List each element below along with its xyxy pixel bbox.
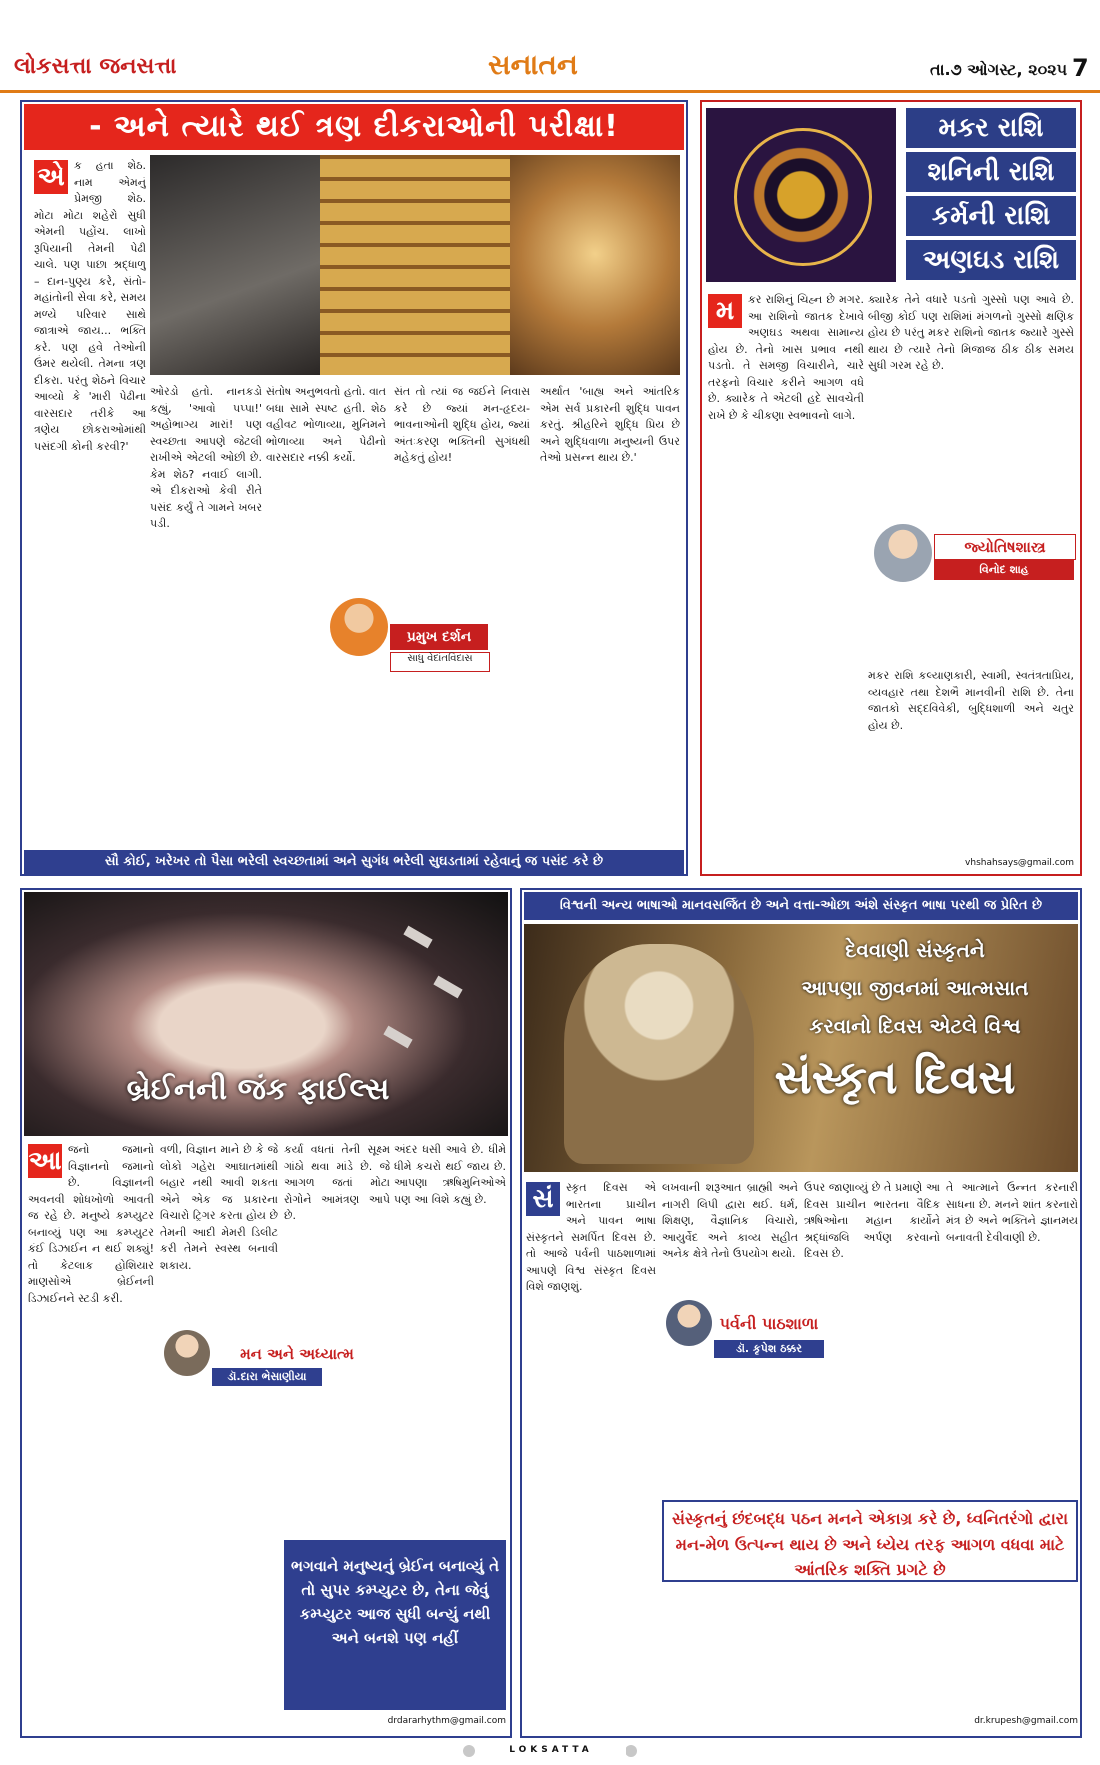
shard-icon (403, 926, 432, 949)
story1-text-2: ઓરડો હતો. નાનકડો કહ્યું, 'આવો પપ્પા!' અહોભાગ્ય મારાં! પણ સ્વચ્છતા આપણે જેટલી રાખીએ એટલી ઓછી છે. કેમ શેઠ? નવાઈ લાગી. એ દીકરાઓ કેવી રીતે પસંદ કર્યું તે ગામને ખબર પડી. (150, 385, 262, 530)
story1-photo-collage (150, 155, 680, 375)
story1-column-1 (34, 158, 146, 848)
story3-dropcap: આ (28, 1146, 62, 1176)
shard-icon (383, 1026, 412, 1049)
story2-title-line-4: અણઘડ રાશિ (906, 240, 1076, 280)
story3-text-2: વળી, વિજ્ઞાન માને છે કે જે લોકો ગહેરા આઘાતમાંથી બહાર નથી આવી શકતા એને એક જ પ્રકારના વિચારો ટ્રિગર કરતા હોય છે તેમની આદી મેમરી ડિલીટ કરી તેમને સ્વસ્થ બનાવી શકાય. (160, 1143, 278, 1272)
story4-column-3 (804, 1180, 940, 1732)
story2-text-3: મકર રાશિ કલ્યાણકારી, સ્વામી, સ્વતંત્રતાપ્રિય, વ્યવહાર તથા દેશભૈ માનવીની રાશિ છે. તેના જાતકો સદ્દવિવેકી, બુદ્ધિશાળી અને ચતુર હોય છે. (868, 669, 1074, 732)
section-title: સનાતન (488, 48, 578, 81)
story2-text-1: કર રાશિનું ચિહ્ન છે મગર. આ રાશિનો જાતક દેખાવે અણઘડ અથવા સામાન્ય હોય છે. તેનો ખાસ પ્રભાવ નથી પડતો. તે સમજી વિચારીને, ચારે તરફનો વિચાર કરીને આગળ વધે છે. ક્યારેક તે એટલી હદે સાવચેતી રાખે છે કે ચીકણા સ્વભાવનો લાગે. (708, 293, 864, 422)
masthead-divider (0, 90, 1100, 93)
story4-pull-quote: સંસ્કૃતનું છંદબદ્ધ પઠન મનને એકાગ્ર કરે છે, ધ્વનિતરંગો દ્વારા મન-મેળ ઉત્પન્ન થાય છે અને ધ્યેય તરફ આગળ વધવા માટે આંતરિક શક્તિ પ્રગટે છે (662, 1500, 1078, 1582)
story1-dropcap: એ (34, 160, 68, 194)
story2-column-2 (868, 292, 1074, 518)
newspaper-logo: લોકસત્તા જનસત્તા (14, 54, 177, 79)
story4-text-3: ઉપર જાણાવ્યું છે તે પ્રમાણે આ દિવસ પ્રાચીન ભારતના વૈદિક ઋષિઓના મહાન કાર્યોને શ્રદ્ધાંજલિ અર્પણ કરવાનો દિવસ છે. (804, 1181, 940, 1260)
dot-icon (463, 1745, 475, 1757)
story4-title-line-3: કરવાનો દિવસ એટલે વિશ્વ (809, 1014, 1021, 1038)
story1-text-1: ક હતા શેઠ. નામ એમનું પ્રેમજી શેઠ. મોટા મોટા શહેરો સુધી એમની પહોંચ. લાખો રૂપિયાની તેમની પેઢી ચાલે. પણ પાછા શ્રદ્ધાળુ – દાન-પુણ્ય કરે, સંતો-મહાંતોની સેવા કરે, સમય મળ્યે પરિવાર સાથે જાત્રાએ જાય... ભક્તિ કરે. પણ હવે તેઓની ઉંમર થયેલી. તેમના ત્રણ દીકરા. પરંતુ શેઠને વિચાર આવ્યો કે 'મારી પેઢીના વારસદાર તરીકે આ ત્રણેય છોકરાઓમાંથી પસંદગી કોની કરવી?' (34, 159, 146, 453)
story1-author-avatar (330, 598, 388, 656)
story2-title-line-1: મકર રાશિ (906, 108, 1076, 148)
story1-text-3: સંતોષ અનુભવતો હતો. વાત બધા સામે સ્પષ્ટ હતી. શેઠ વહીવટ ભોળાવ્યા, મુનિમને ભોળાવ્યા અને પેઢીનો વારસદાર નક્કી કર્યો. (266, 385, 386, 464)
story2-title-line-2: શનિની રાશિ (906, 152, 1076, 192)
story3-column-4 (394, 1142, 506, 1532)
story2-author-avatar (874, 524, 932, 582)
story2-email[interactable]: vhshahsays@gmail.com (965, 858, 1074, 868)
story3-text-4: અંદર ધસી આવે છે. ધીમે ધીમે કચરો થઈ જાય છે. આપણા ઋષિમુનિઓએ પણ આ વિશે કહ્યું છે. (394, 1143, 506, 1206)
capricorn-zodiac-image (706, 108, 896, 282)
story4-author-avatar (666, 1300, 712, 1346)
story3-column-name: મન અને અધ્યાત્મ (212, 1342, 382, 1366)
story4-title-line-2: આપણા જીવનમાં આત્મસાત (801, 976, 1029, 1000)
story1-author: સાધુ વેદાંતવિદાસ (390, 652, 490, 672)
story2-dropcap: મ (708, 294, 742, 328)
page-number: 7 (1072, 54, 1089, 82)
story1-column-2 (150, 384, 262, 846)
dot-icon (625, 1745, 637, 1757)
story3-column-2 (160, 1142, 278, 1732)
temple-room-image (510, 155, 680, 375)
story4-text-2: લખવાની શરૂઆત બ્રાહ્મી અને નાગરી લિપી દ્વારા થઈ. ધર્મ, શિક્ષણ, વૈજ્ઞાનિક વિચારો, આયુર્વેદ અને કાવ્ય સહીત અનેક ક્ષેત્રે તેનો ઉપયોગ થયો. (662, 1181, 798, 1260)
story4-kicker: વિશ્વની અન્ય ભાષાઓ માનવસર્જિત છે અને વત્તા-ઓછા અંશે સંસ્કૃત ભાષા પરથી જ પ્રેરિત છે (524, 892, 1078, 920)
story1-text-4: સંત તો ત્યાં જ જઈને નિવાસ કરે છે જ્યાં મન-હૃદય-ભાવનાઓની શુદ્ધિ હોય, જ્યાં અંતઃકરણ ભક્તિની સુગંધથી મહેકતું હોય! (394, 385, 530, 464)
story4-text-1: સ્કૃત દિવસ એ ભારતના પ્રાચીન અને પાવન ભાષા સંસ્કૃતને સમર્પિત દિવસ છે. તો આજે પર્વની પાઠશાળામાં આપણે વિશ્વ સંસ્કૃત દિવસ વિશે જાણશું. (526, 1181, 656, 1293)
story3-column-1 (28, 1142, 154, 1732)
story1-footer-quote: સૌ કોઈ, ખરેખર તો પૈસા ભરેલી સ્વચ્છતામાં અને સુગંધ ભરેલી સુઘડતામાં રહેવાનું જ પસંદ કરે છે (24, 850, 684, 874)
story4-column-1 (526, 1180, 656, 1732)
story4-title-main: સંસ્કૃત દિવસ (774, 1050, 1016, 1104)
story4-title-line-1: દેવવાણી સંસ્કૃતને (845, 938, 985, 962)
footer-brand-strip: LOKSATTA (476, 1745, 626, 1757)
story2-column-name: જ્યોતિષશાસ્ત્ર (934, 534, 1076, 560)
story4-email[interactable]: dr.krupesh@gmail.com (974, 1716, 1078, 1726)
story4-column-name: પર્વની પાઠશાળા (714, 1312, 824, 1336)
zodiac-wheel-icon (734, 128, 872, 266)
story3-title: બ્રેઈનની જંક ફાઈલ્સ (126, 1072, 390, 1107)
story3-author: ડૉ.દારા ભેસાણીયા (212, 1368, 322, 1386)
story4-column-2 (662, 1180, 798, 1732)
story3-email[interactable]: drdararhythm@gmail.com (387, 1716, 506, 1726)
money-room-image (320, 155, 510, 375)
story1-column-name: પ્રમુખ દર્શન (390, 624, 488, 650)
story2-author: વિનોદ શાહ (934, 560, 1074, 580)
story4-column-4 (946, 1180, 1078, 1732)
shard-icon (433, 976, 462, 999)
story3-author-avatar (164, 1330, 210, 1376)
story1-column-4 (394, 384, 530, 846)
story4-author: ડૉ. કૃપેશ ઠક્કર (714, 1340, 824, 1358)
story4-text-4: તે આત્માને ઉન્નત કરનારી સાધના છે. મનને શાંત કરનારો મંત્ર છે અને ભક્તિને જ્ઞાનમય બનાવતી દેવીવાણી છે. (946, 1181, 1078, 1244)
story3-text-3: કર્યા વધતાં તેની સૂક્ષ્મ ગાંઠો થવા માંડે છે. જે આગળ જતાં મોટા રોગોને આમંત્રણ આપે છે. (284, 1143, 390, 1222)
story3-column-3 (284, 1142, 390, 1532)
story2-column-1 (708, 292, 864, 852)
story1-headline: - અને ત્યારે થઈ ત્રણ દીકરાઓની પરીક્ષા! (24, 104, 684, 150)
story1-column-5 (540, 384, 680, 846)
story2-title (906, 108, 1076, 284)
story2-title-line-3: કર્મની રાશિ (906, 196, 1076, 236)
story2-column-3 (868, 668, 1074, 848)
issue-date: તા.૭ ઓગસ્ટ, ૨૦૨૫ (930, 60, 1068, 79)
story1-text-5: અર્થાત 'બાહ્ય અને આંતરિક એમ સર્વ પ્રકારની શુદ્ધિ પાવન કરતું. શ્રીહરિને શુદ્ધિ પ્રિય છે અને શુદ્ધિવાળા મનુષ્યની ઉપર તેઓ પ્રસન્ન થાય છે.' (540, 385, 680, 464)
story3-text-1: જનો જમાનો વિજ્ઞાનનો જમાનો છે. વિજ્ઞાનની અવનવી શોધખોળો આવતી જ રહે છે. મનુષ્યે કમ્પ્યુટર બનાવ્યું પણ આ કમ્પ્યુટર કંઈ ડિઝાઈન ન થઈ શક્યું! તો કેટલાક હોશિયાર માણસોએ બ્રેઈનની ડિઝાઈનને સ્ટડી કરી. (28, 1143, 154, 1305)
story2-text-2: ક્યારેક તેને વધારે પડતો ગુસ્સો પણ આવે છે. બીજી કોઈ પણ રાશિમાં મંગળનો ગુસ્સો ક્ષણિક હોય છે પરંતુ મકર રાશિનો જાતક જ્યારે ગુસ્સે થાય છે ત્યારે તેનો મિજાજ ઠીક ઠીક સમય સુધી ગરમ રહે છે. (868, 293, 1074, 372)
story4-dropcap: સં (526, 1182, 560, 1216)
story3-pull-quote: ભગવાને મનુષ્યનું બ્રેઈન બનાવ્યું તે તો સુપર કમ્પ્યુટર છે, તેના જેવું કમ્પ્યુટર આજ સુધી બન્યું નથી અને બનશે પણ નહીં (284, 1540, 506, 1710)
messy-room-image (150, 155, 320, 375)
